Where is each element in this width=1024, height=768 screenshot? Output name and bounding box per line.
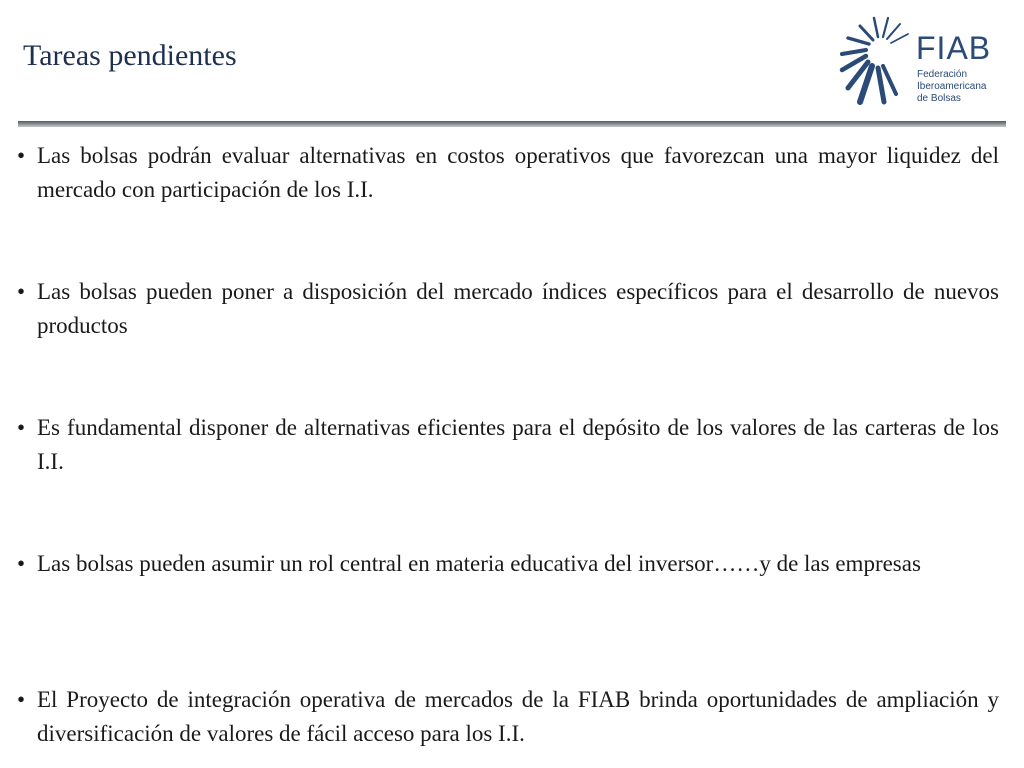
- logo-name: FIAB: [916, 30, 992, 66]
- bullet-marker: •: [17, 551, 26, 576]
- bullet-list: [15, 139, 999, 768]
- bullet-text: Las bolsas podrán evaluar alternativas en costos operativos que favorezcan una mayor liquidez del mercado con participación de los I.I.: [37, 143, 999, 202]
- logo-subtitle-line: de Bolsas: [917, 93, 961, 104]
- bullet-item: [15, 411, 999, 547]
- slide-title: Tareas pendientes: [23, 39, 237, 72]
- bullet-item: [15, 683, 999, 768]
- header-divider: [18, 121, 1006, 127]
- bullet-item: [15, 547, 999, 683]
- logo-subtitle: [917, 69, 986, 105]
- bullet-item: [15, 139, 999, 275]
- bullet-marker: •: [17, 279, 26, 304]
- logo-subtitle-line: Federación: [917, 69, 968, 80]
- bullet-marker: •: [17, 687, 26, 712]
- bullet-text: Las bolsas pueden asumir un rol central en materia educativa del inversor……y de las empresas: [37, 551, 921, 576]
- logo-subtitle-line: Iberoamericana: [917, 81, 987, 92]
- bullet-text: Es fundamental disponer de alternativas eficientes para el depósito de los valores de las carteras de los I.I.: [37, 415, 999, 474]
- bullet-marker: •: [17, 143, 26, 168]
- bullet-item: [15, 275, 999, 411]
- sunburst-logo-icon: [838, 10, 918, 110]
- fiab-logo: [838, 10, 1018, 110]
- bullet-text: El Proyecto de integración operativa de mercados de la FIAB brinda oportunidades de ampliación y diversificación de valores de fácil acceso para los I.I.: [37, 687, 999, 746]
- bullet-text: Las bolsas pueden poner a disposición del mercado índices específicos para el desarrollo de nuevos productos: [37, 279, 999, 338]
- bullet-marker: •: [17, 415, 26, 440]
